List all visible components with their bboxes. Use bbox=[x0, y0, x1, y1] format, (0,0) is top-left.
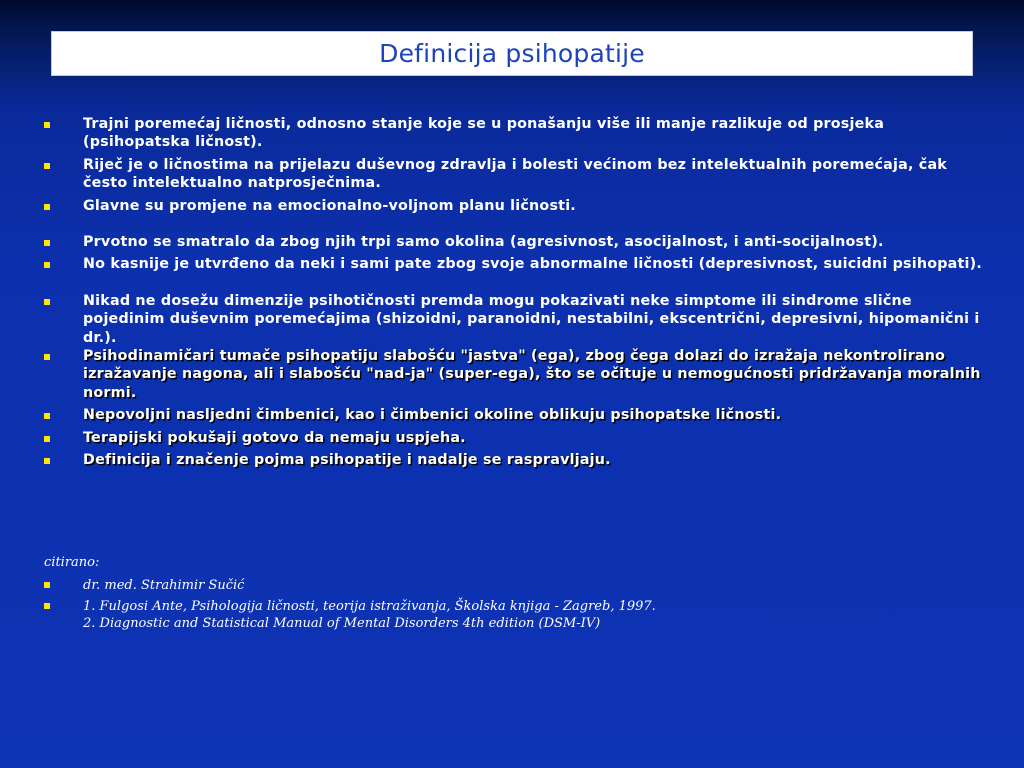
square-bullet-icon bbox=[44, 458, 50, 464]
bullet-text: Terapijski pokušaji gotovo da nemaju uspjeha. bbox=[83, 429, 466, 446]
bullet-item bbox=[44, 292, 994, 347]
square-bullet-icon bbox=[44, 436, 50, 442]
bullet-text: Riječ je o ličnostima na prijelazu duševnog zdravlja i bolesti većinom bez intelektualnih poremećaja, čak često intelektualno natprosječnima. bbox=[83, 156, 947, 192]
bullet-text: Glavne su promjene na emocionalno-voljnom planu ličnosti. bbox=[83, 197, 576, 214]
square-bullet-icon bbox=[44, 603, 50, 609]
square-bullet-icon bbox=[44, 582, 50, 588]
square-bullet-icon bbox=[44, 163, 50, 169]
bullet-item bbox=[44, 429, 994, 447]
square-bullet-icon bbox=[44, 262, 50, 268]
citation-author: dr. med. Strahimir Sučić bbox=[83, 578, 245, 593]
square-bullet-icon bbox=[44, 354, 50, 360]
bullet-item bbox=[44, 451, 994, 469]
bullet-text: Nepovoljni nasljedni čimbenici, kao i čimbenici okoline oblikuju psihopatske ličnosti. bbox=[83, 407, 782, 424]
square-bullet-icon bbox=[44, 413, 50, 419]
reference-1: 1. Fulgosi Ante, Psihologija ličnosti, teorija istraživanja, Školska knjiga - Zagreb, 1997. bbox=[83, 599, 656, 614]
bullet-item bbox=[44, 156, 994, 193]
bullet-item bbox=[44, 406, 994, 424]
citation-author-item bbox=[44, 577, 994, 594]
reference-item bbox=[44, 598, 994, 632]
reference-2: 2. Diagnostic and Statistical Manual of Mental Disorders 4th edition (DSM-IV) bbox=[83, 616, 601, 631]
square-bullet-icon bbox=[44, 122, 50, 128]
bullet-text: Prvotno se smatralo da zbog njih trpi samo okolina (agresivnost, asocijalnost, i anti-socijalnost). bbox=[83, 234, 884, 251]
bullet-text: Nikad ne dosežu dimenzije psihotičnosti premda mogu pokazivati neke simptome ili sindrome slične pojedinim duševnim poremećajima (shizoidni, paranoidni, nestabilni, ekscentrični, depresivni, hipomanični i dr.). bbox=[83, 292, 980, 346]
square-bullet-icon bbox=[44, 204, 50, 210]
citation-label: citirano: bbox=[44, 555, 100, 570]
square-bullet-icon bbox=[44, 299, 50, 305]
square-bullet-icon bbox=[44, 240, 50, 246]
bullet-list bbox=[44, 115, 994, 470]
bullet-item bbox=[44, 347, 994, 402]
reference-list bbox=[44, 577, 994, 632]
bullet-text: Psihodinamičari tumače psihopatiju slabošću "jastva" (ega), zbog čega dolazi do izražaja nekontrolirano izražavanje nagona, ali i slabošću "nad-ja" (super-ega), što se očituje u nemogućnosti pridržavanja moralnih normi. bbox=[83, 348, 981, 401]
slide-title: Definicija psihopatije bbox=[379, 39, 645, 68]
bullet-item bbox=[44, 197, 994, 215]
bullet-item bbox=[44, 233, 994, 251]
bullet-item bbox=[44, 255, 994, 273]
bullet-item bbox=[44, 115, 994, 152]
bullet-text: No kasnije je utvrđeno da neki i sami pate zbog svoje abnormalne ličnosti (depresivnost, suicidni psihopati). bbox=[83, 256, 983, 273]
slide-title-box bbox=[51, 31, 973, 76]
bullet-text: Trajni poremećaj ličnosti, odnosno stanje koje se u ponašanju više ili manje razlikuje od prosjeka (psihopatska ličnost). bbox=[83, 116, 885, 151]
bullet-text: Definicija i značenje pojma psihopatije i nadalje se raspravljaju. bbox=[83, 452, 611, 469]
